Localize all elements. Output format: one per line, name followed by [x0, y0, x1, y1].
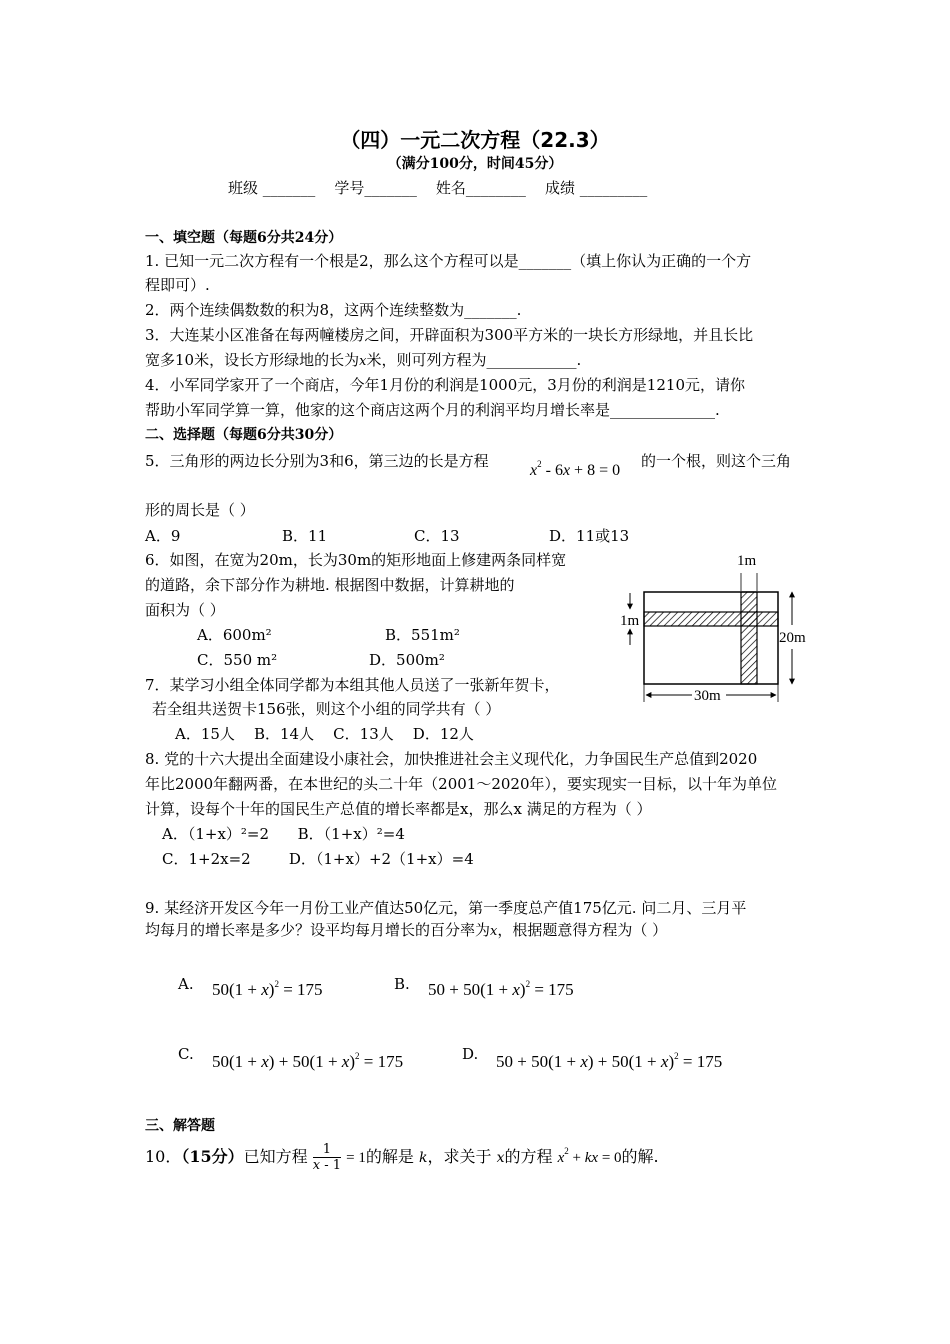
question-6-option-a: A．600m²	[197, 626, 272, 644]
student-info-line: 班级 _______ 学号_______ 姓名________ 成绩 _________	[228, 179, 648, 197]
question-5-equation: $x^2 - 6x + 8 = 0$	[530, 459, 621, 479]
field-rectangle	[644, 592, 778, 684]
question-2: 2．两个连续偶数数的积为8，这两个连续整数为_______.	[145, 301, 522, 319]
question-9-option-c: $50(1 + x) + 50(1 + x)^2 = 175$	[212, 1051, 404, 1071]
question-5-line-1b: 的一个根，则这个三角	[641, 452, 792, 470]
question-9-option-d-label: D.	[462, 1045, 479, 1063]
question-6-option-b: B．551m²	[385, 626, 460, 644]
question-6-option-c: C．550 m²	[197, 651, 278, 669]
question-8-line-3: 计算，设每个十年的国民生产总值的增长率都是x，那么x 满足的方程为（ ）	[145, 800, 652, 818]
section-choice-heading: 二、选择题（每题6分共30分）	[145, 427, 343, 443]
question-9-option-a-label: A.	[178, 975, 194, 993]
question-4-line-2: 帮助小军同学算一算，他家的这个商店这两个月的利润平均月增长率是______________.	[145, 401, 720, 419]
question-5-option-b: B．11	[282, 527, 328, 545]
question-9-option-d: $50 + 50(1 + x) + 50(1 + x)^2 = 175$	[496, 1051, 723, 1071]
section-fill-in-heading: 一、填空题（每题6分共24分）	[145, 230, 343, 246]
section-answer-heading: 三、解答题	[145, 1118, 215, 1134]
question-9-option-c-label: C.	[178, 1045, 194, 1063]
figure-label-bottom: 30m	[694, 688, 721, 704]
question-6-line-2: 的道路，余下部分作为耕地. 根据图中数据，计算耕地的	[145, 576, 515, 594]
question-1-line-2: 程即可）.	[145, 276, 210, 294]
question-8-options-row-2: C．1+2x=2 D．（1+x）+2（1+x）=4	[162, 850, 474, 868]
question-4-line-1: 4．小军同学家开了一个商店，今年1月份的利润是1000元，3月份的利润是1210元，请你	[145, 376, 745, 394]
question-9-line-2: 均每月的增长率是多少？设平均每月增长的百分率为x，根据题意得方程为（ ）	[145, 921, 668, 939]
question-5-line-1a: 5．三角形的两边长分别为3和6，第三边的长是方程	[145, 452, 489, 470]
question-6-option-d: D．500m²	[369, 651, 445, 669]
question-6-figure	[610, 545, 825, 705]
question-5-option-d: D．11或13	[549, 527, 630, 545]
question-9-option-b: $50 + 50(1 + x)^2 = 175$	[428, 979, 574, 999]
question-9-option-a: $50(1 + x)^2 = 175$	[212, 979, 323, 999]
question-8-line-2: 年比2000年翻两番，在本世纪的头二十年（2001～2020年），要实现实一目标，以十年为单位	[145, 775, 778, 793]
horizontal-road	[644, 612, 778, 626]
question-5-option-c: C．13	[414, 527, 460, 545]
question-5-line-2: 形的周长是（ ）	[145, 501, 255, 519]
question-7-line-2: 若全组共送贺卡156张，则这个小组的同学共有（ ）	[152, 700, 501, 718]
question-9-option-b-label: B.	[394, 975, 410, 993]
figure-label-right: 20m	[779, 630, 806, 646]
page-title: （四）一元二次方程（22.3）	[340, 128, 610, 152]
question-3-line-2: 宽多10米，设长方形绿地的长为x米，则可列方程为____________.	[145, 351, 582, 369]
question-8-line-1: 8. 党的十六大提出全面建设小康社会，加快推进社会主义现代化，力争国民生产总值到2020	[145, 750, 758, 768]
question-9-line-1: 9. 某经济开发区今年一月份工业产值达50亿元，第一季度总产值175亿元. 问二月、三月平	[145, 899, 747, 917]
question-6-line-1: 6．如图，在宽为20m，长为30m的矩形地面上修建两条同样宽	[145, 551, 567, 569]
question-7-options: A．15人 B．14人 C．13人 D．12人	[175, 725, 474, 743]
figure-label-left: 1m	[620, 613, 640, 629]
question-5-option-a: A．9	[145, 527, 181, 545]
figure-label-top: 1m	[737, 553, 757, 569]
question-7-line-1: 7．某学习小组全体同学都为本组其他人员送了一张新年贺卡，	[145, 676, 560, 694]
page-subtitle: （满分100分，时间45分）	[387, 156, 563, 172]
question-10: 10．（15分）已知方程 $\frac{1}{x - 1}$ = 1的解是 k，求关于 x的方程 $x^2$ + kx = 0的解.	[145, 1142, 659, 1173]
question-1-line-1: 1. 已知一元二次方程有一个根是2，那么这个方程可以是_______（填上你认为正确的一个方	[145, 252, 752, 270]
question-3-line-1: 3．大连某小区准备在每两幢楼房之间，开辟面积为300平方米的一块长方形绿地，并且长比	[145, 326, 754, 344]
vertical-road	[741, 592, 757, 684]
question-8-options-row-1: A．（1+x）²=2 B．（1+x）²=4	[162, 825, 405, 843]
question-6-line-3: 面积为（ ）	[145, 601, 225, 619]
